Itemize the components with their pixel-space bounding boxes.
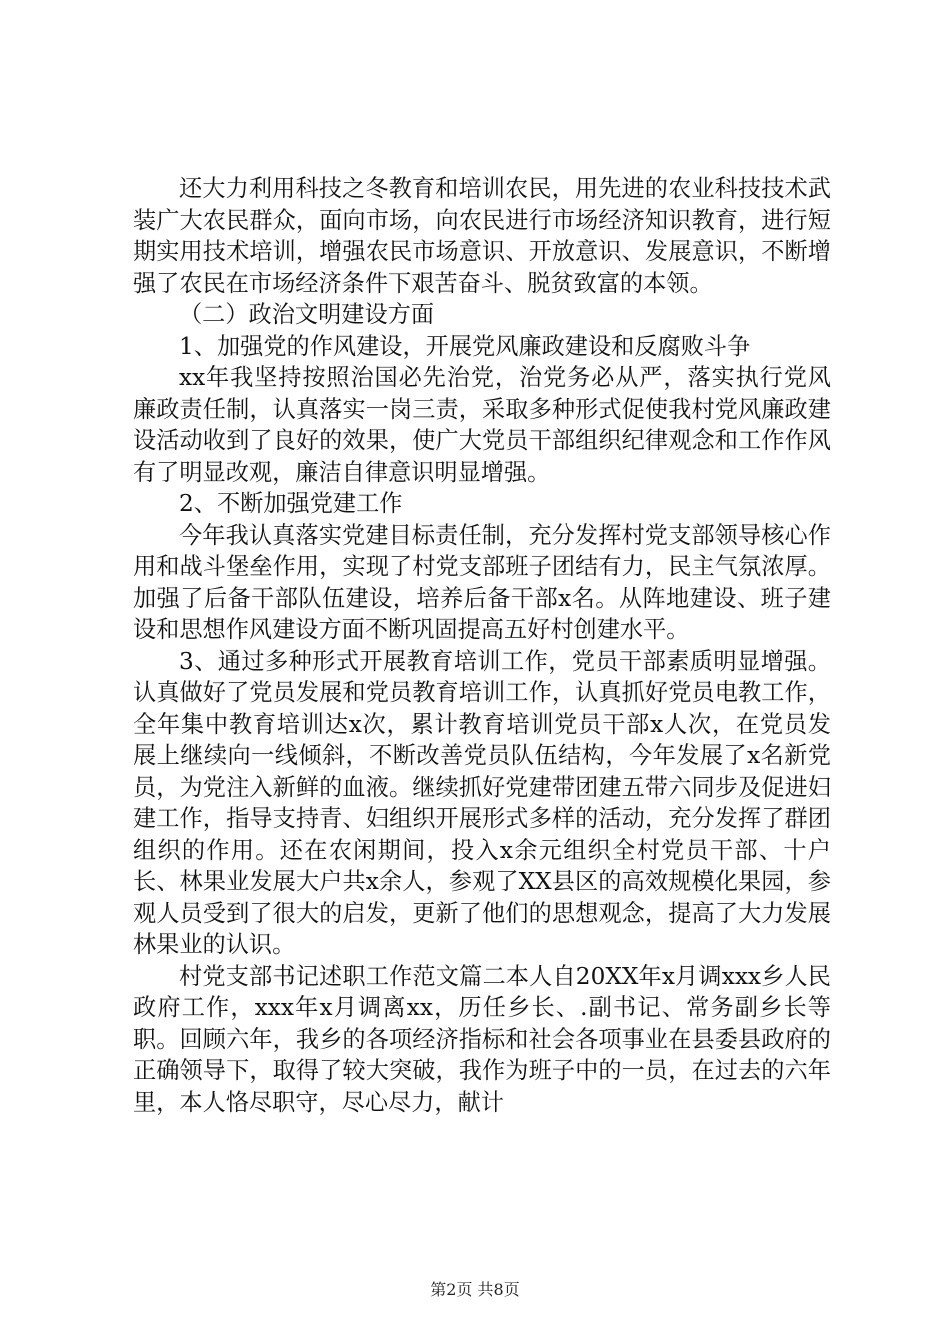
section-heading-political: （二）政治文明建设方面 bbox=[179, 301, 435, 328]
paragraph-agri-training: 还大力利用科技之冬教育和培训农民，用先进的农业科技技术武装广大农民群众，面向市场，向农民进行市场经济知识教育，进行短期实用技术培训，增强农民市场意识、开放意识、发展意识，不断增强了农民在市场经济条件下艰苦奋斗、脱贫致富的本领。 bbox=[133, 175, 831, 297]
subheading-party-building: 2、不断加强党建工作 bbox=[179, 490, 403, 517]
paragraph-party-building: 今年我认真落实党建目标责任制，充分发挥村党支部领导核心作用和战斗堡垒作用，实现了村党支部班子团结有力，民主气氛浓厚。加强了后备干部队伍建设，培养后备干部x名。从阵地建设、班子建设和思想作风建设方面不断巩固提高五好村创建水平。 bbox=[133, 521, 831, 643]
page-number-footer: 第2页 共8页 bbox=[430, 1280, 520, 1299]
paragraph-party-discipline: xx年我坚持按照治国必先治党，治党务必从严，落实执行党风廉政责任制，认真落实一岗三责，采取多种形式促使我村党风廉政建设活动收到了良好的效果，使广大党员干部组织纪律观念和工作作风有了明显改观，廉洁自律意识明显增强。 bbox=[133, 364, 831, 486]
subheading-party-style: 1、加强党的作风建设，开展党风廉政建设和反腐败斗争 bbox=[179, 332, 751, 360]
paragraph-education-training: 3、通过多种形式开展教育培训工作，党员干部素质明显增强。认真做好了党员发展和党员教育培训工作，认真抓好党员电教工作，全年集中教育培训达x次，累计教育培训党员干部x人次，在党员发展上继续向一线倾斜，不断改善党员队伍结构，今年发展了x名新党员，为党注入新鲜的血液。继续抓好党建带团建五带六同步及促进妇建工作，指导支持青、妇组织开展形式多样的活动，充分发挥了群团组织的作用。还在农闲期间，投入x余元组织全村党员干部、十户长、林果业发展大户共x余人，参观了XX县区的高效规模化果园，参观人员受到了很大的启发，更新了他们的思想观念，提高了大力发展林果业的认识。 bbox=[133, 647, 831, 958]
document-body bbox=[133, 173, 831, 1118]
paragraph-report-two: 村党支部书记述职工作范文篇二本人自20XX年x月调xxx乡人民政府工作，xxx年x月调离xx，历任乡长、.副书记、常务副乡长等职。回顾六年，我乡的各项经济指标和社会各项事业在县委县政府的正确领导下，取得了较大突破，我作为班子中的一员，在过去的六年里，本人恪尽职守，尽心尽力，献计 bbox=[133, 962, 831, 1116]
